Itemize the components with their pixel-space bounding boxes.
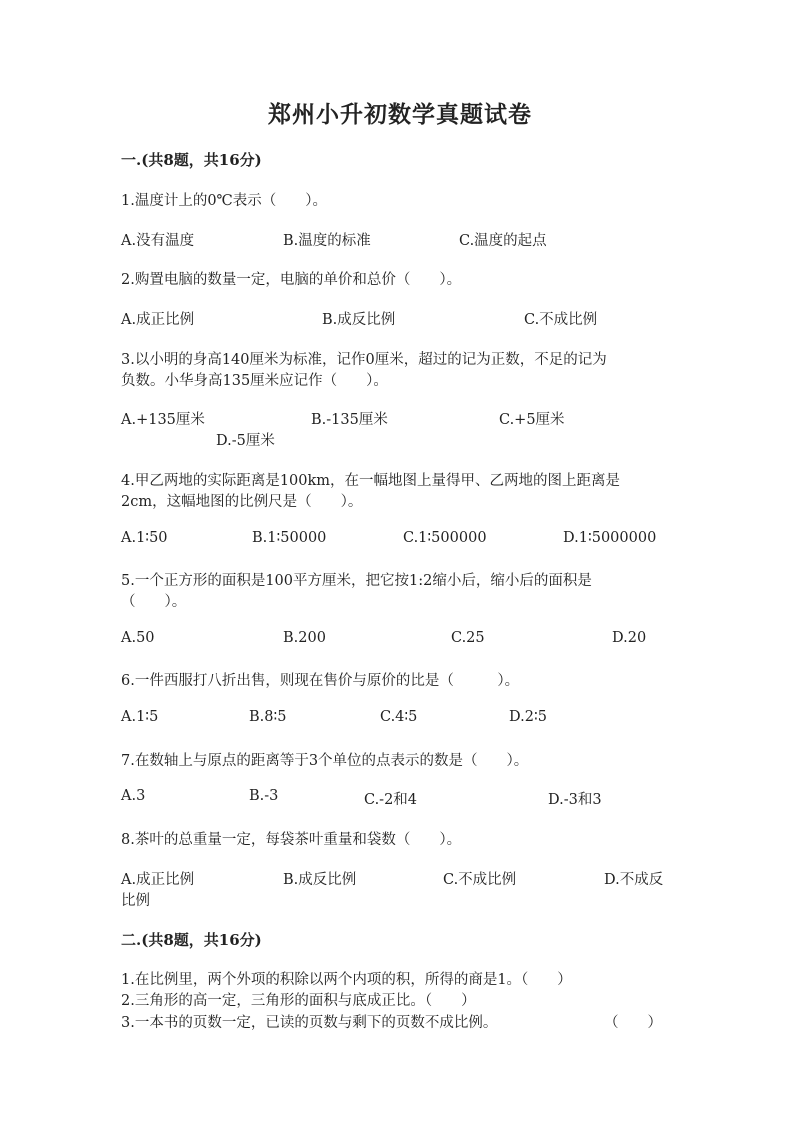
question-2-option-a[interactable]: A.成正比例 <box>121 312 195 328</box>
question-6-option-a[interactable]: A.1∶5 <box>121 709 159 725</box>
question-3-option-d[interactable]: D.-5厘米 <box>216 433 275 449</box>
question-3-option-b[interactable]: B.-135厘米 <box>311 412 388 428</box>
question-7-option-a[interactable]: A.3 <box>121 788 146 804</box>
page-title: 郑州小升初数学真题试卷 <box>268 101 532 128</box>
question-8-text: 8.茶叶的总重量一定，每袋茶叶重量和袋数（ ）。 <box>121 832 462 848</box>
question-2-text: 2.购置电脑的数量一定，电脑的单价和总价（ ）。 <box>121 272 462 288</box>
question-1-option-b[interactable]: B.温度的标准 <box>283 233 371 249</box>
question-3-option-a[interactable]: A.+135厘米 <box>121 412 205 428</box>
question-8-option-d-continued: 比例 <box>121 893 150 909</box>
question-7-option-c[interactable]: C.-2和4 <box>364 792 418 808</box>
question-5-option-c[interactable]: C.25 <box>451 630 485 646</box>
question-4-option-c[interactable]: C.1∶500000 <box>403 530 487 546</box>
question-2-option-b[interactable]: B.成反比例 <box>322 312 396 328</box>
question-4-option-d[interactable]: D.1∶5000000 <box>563 530 657 546</box>
question-4-option-a[interactable]: A.1∶50 <box>121 530 168 546</box>
question-6-option-d[interactable]: D.2∶5 <box>509 709 547 725</box>
judgment-item-1: 1.在比例里，两个外项的积除以两个内项的积，所得的商是1。（ ） <box>121 972 572 988</box>
question-6-text: 6.一件西服打八折出售，则现在售价与原价的比是（ ）。 <box>121 673 520 689</box>
question-4-option-b[interactable]: B.1∶50000 <box>252 530 327 546</box>
question-3-text-line-1: 3.以小明的身高140厘米为标准，记作0厘米，超过的记为正数，不足的记为 <box>121 352 607 368</box>
question-4-text-line-1: 4.甲乙两地的实际距离是100km，在一幅地图上量得甲、乙两地的图上距离是 <box>121 473 621 489</box>
question-8-option-c[interactable]: C.不成比例 <box>443 872 517 888</box>
judgment-item-3: 3.一本书的页数一定，已读的页数与剩下的页数不成比例。 <box>121 1015 498 1031</box>
question-1-option-c[interactable]: C.温度的起点 <box>459 233 547 249</box>
question-7-option-b[interactable]: B.-3 <box>249 788 279 804</box>
question-8-option-b[interactable]: B.成反比例 <box>283 872 357 888</box>
judgment-item-3-blank[interactable]: （ ） <box>604 1015 662 1031</box>
question-1-text: 1.温度计上的0℃表示（ ）。 <box>121 193 328 209</box>
question-5-text-line-1: 5.一个正方形的面积是100平方厘米，把它按1:2缩小后，缩小后的面积是 <box>121 573 592 589</box>
question-1-option-a[interactable]: A.没有温度 <box>121 233 195 249</box>
question-3-option-c[interactable]: C.+5厘米 <box>499 412 565 428</box>
judgment-item-2: 2.三角形的高一定，三角形的面积与底成正比。（ ） <box>121 993 476 1009</box>
question-6-option-b[interactable]: B.8∶5 <box>249 709 287 725</box>
question-6-option-c[interactable]: C.4∶5 <box>380 709 418 725</box>
question-5-text-line-2: （ ）。 <box>121 594 187 610</box>
question-8-option-d[interactable]: D.不成反 <box>604 872 664 888</box>
section-2-heading: 二.(共8题，共16分) <box>121 931 262 949</box>
question-7-option-d[interactable]: D.-3和3 <box>548 792 602 808</box>
section-1-heading: 一.(共8题，共16分) <box>121 151 262 169</box>
question-7-text: 7.在数轴上与原点的距离等于3个单位的点表示的数是（ ）。 <box>121 753 529 769</box>
question-5-option-d[interactable]: D.20 <box>612 630 647 646</box>
question-3-text-line-2: 负数。小华身高135厘米应记作（ ）。 <box>121 373 388 389</box>
question-4-text-line-2: 2cm，这幅地图的比例尺是（ ）。 <box>121 494 363 510</box>
question-5-option-a[interactable]: A.50 <box>121 630 155 646</box>
question-5-option-b[interactable]: B.200 <box>283 630 326 646</box>
question-2-option-c[interactable]: C.不成比例 <box>524 312 598 328</box>
question-8-option-a[interactable]: A.成正比例 <box>121 872 195 888</box>
